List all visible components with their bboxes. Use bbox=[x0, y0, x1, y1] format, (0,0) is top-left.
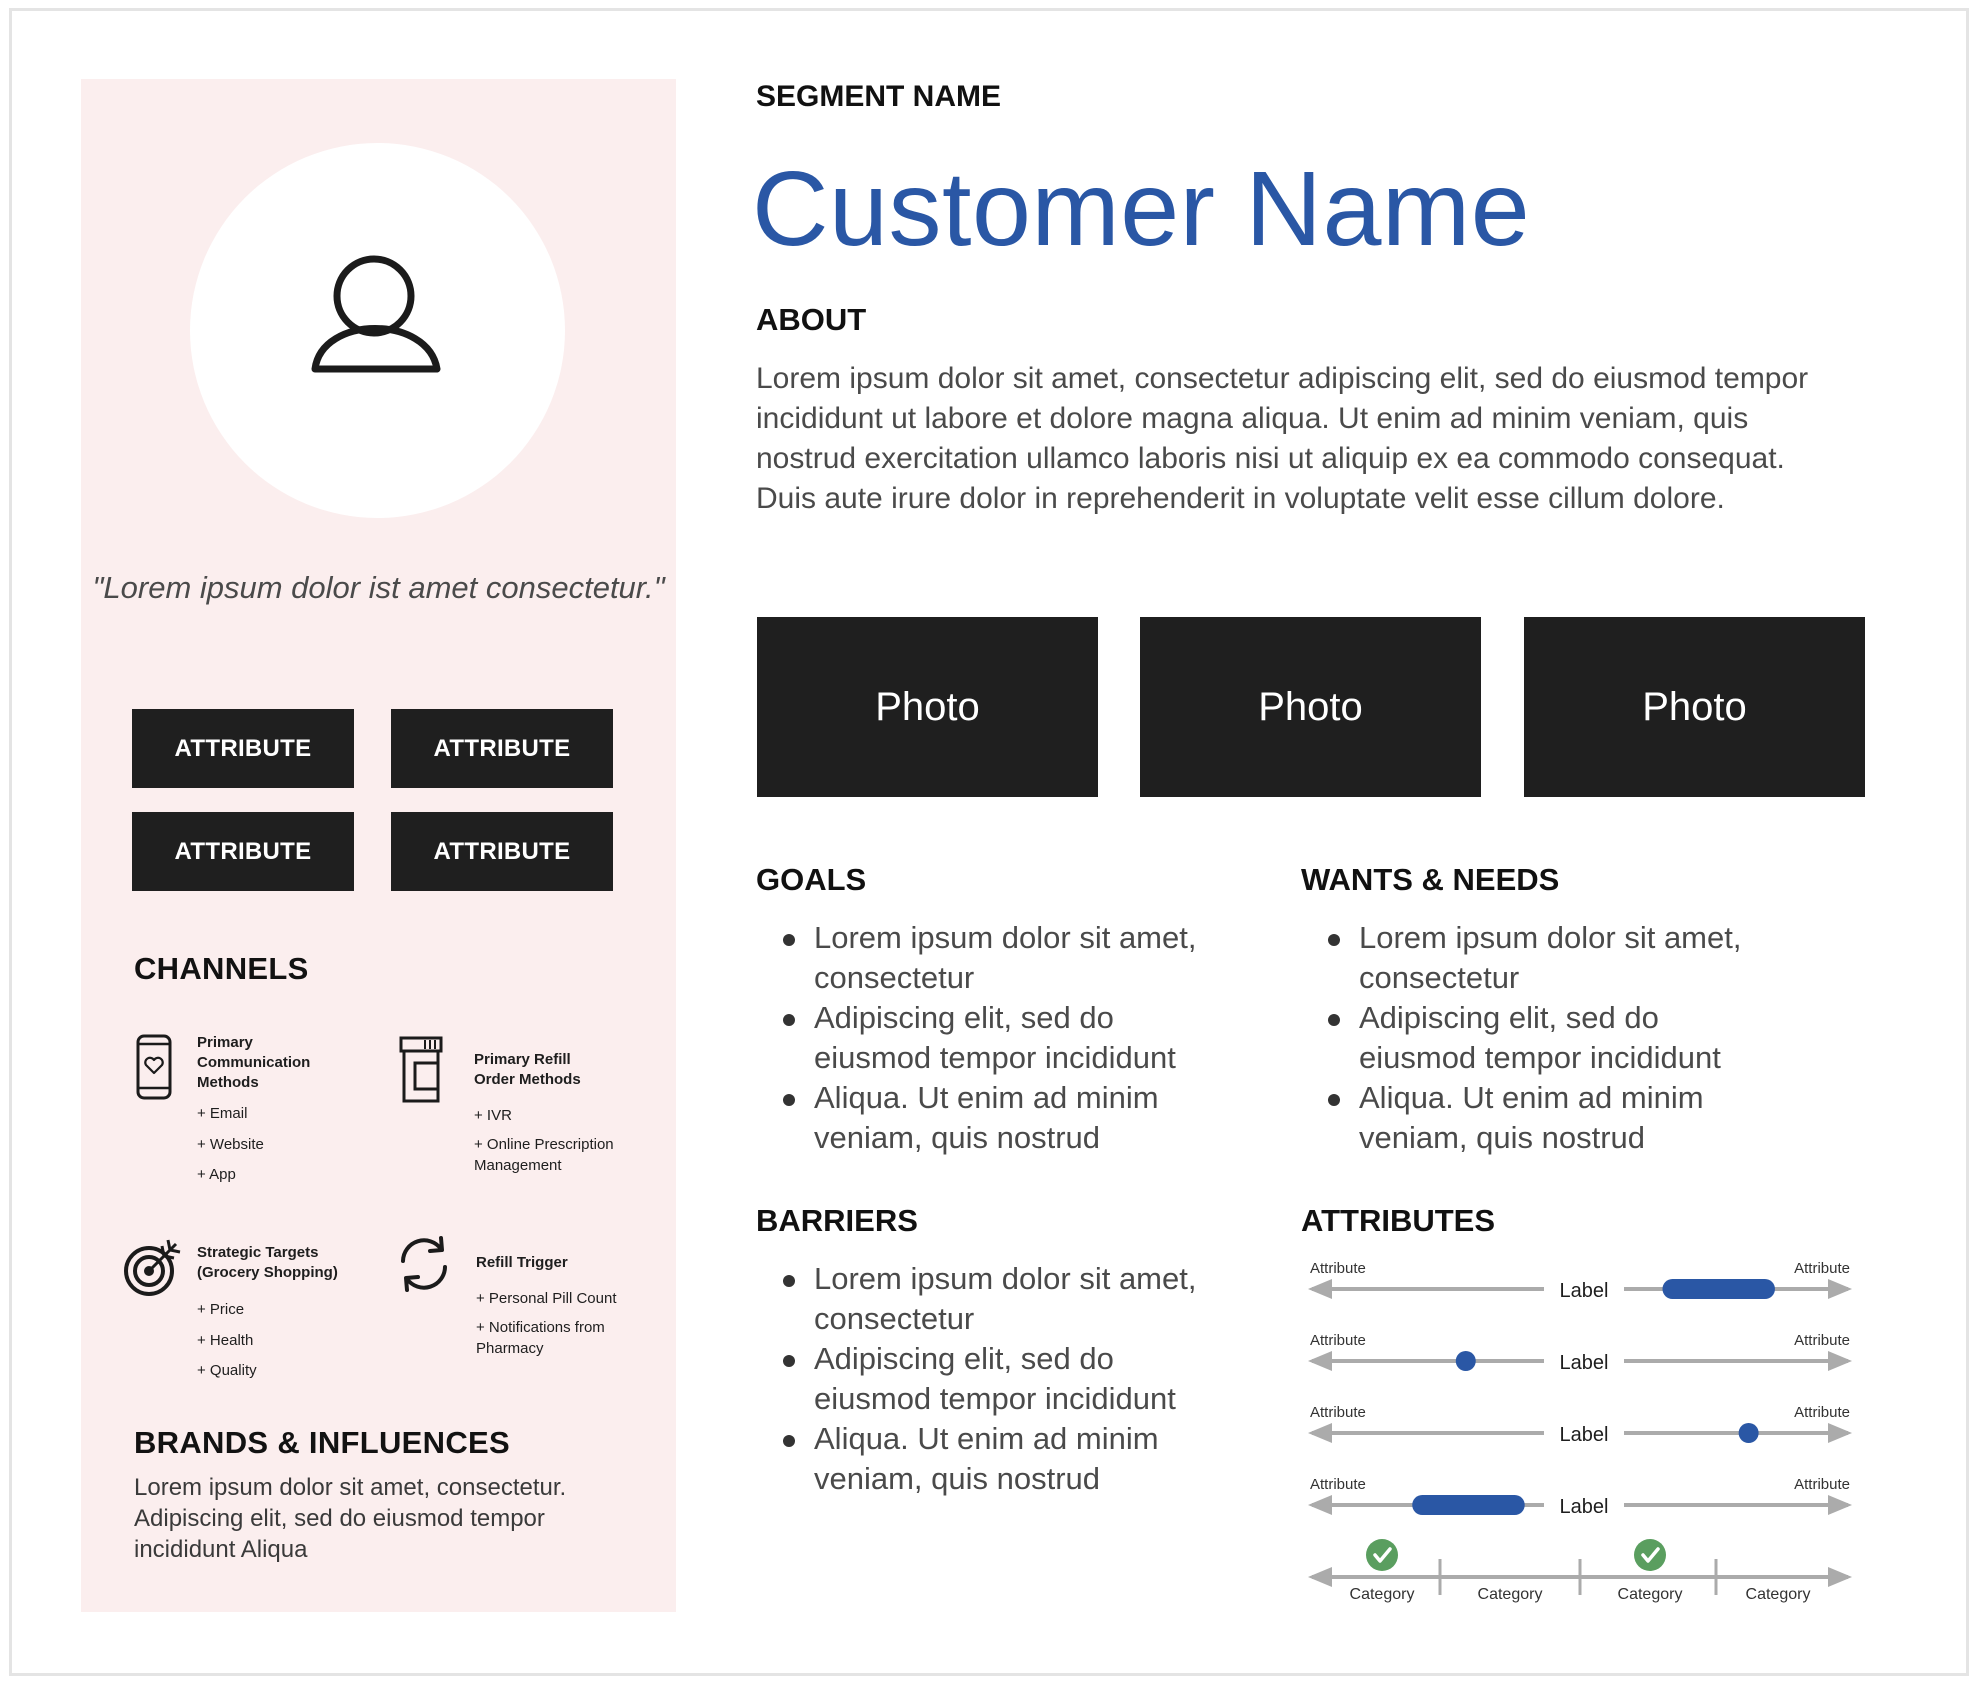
list-item: Aliqua. Ut enim ad minim veniam, quis nostrud bbox=[756, 1078, 1226, 1158]
channel-entry: + Quality bbox=[197, 1362, 257, 1379]
wants-needs-heading: WANTS & NEEDS bbox=[1301, 862, 1560, 897]
attribute-tag: ATTRIBUTE bbox=[132, 709, 354, 788]
channel-entry: + App bbox=[197, 1166, 236, 1183]
avatar bbox=[190, 143, 565, 518]
list-item: Adipiscing elit, sed do eiusmod tempor incididunt bbox=[756, 998, 1226, 1078]
list-item: Lorem ipsum dolor sit amet, consectetur bbox=[756, 918, 1226, 998]
phone-heart-icon bbox=[135, 1033, 173, 1101]
channel-entry: + Notifications from bbox=[476, 1319, 605, 1336]
channel-entry: + Health bbox=[197, 1332, 254, 1349]
category-label: Category bbox=[1745, 1586, 1811, 1603]
channel-entry: + Personal Pill Count bbox=[476, 1290, 617, 1307]
segment-name: SEGMENT NAME bbox=[756, 80, 1002, 113]
pill-bottle-icon bbox=[398, 1035, 444, 1105]
attribute-tag: ATTRIBUTE bbox=[391, 812, 613, 891]
barriers-list bbox=[756, 1259, 1226, 1499]
user-icon bbox=[308, 255, 448, 375]
channel-entry: Pharmacy bbox=[476, 1340, 544, 1357]
wants-needs-list bbox=[1301, 918, 1771, 1158]
scale-dot-marker bbox=[1739, 1423, 1759, 1443]
about-text: Lorem ipsum dolor sit amet, consectetur adipiscing elit, sed do eiusmod tempor incididunt ut labore et dolore magna aliqua. Ut enim ad minim veniam, quis nostrud exercitation ullamco laboris nisi ut aliquip ex ea commodo consequat. Duis aute irure dolor in reprehenderit in voluptate velit esse cillum dolore. bbox=[756, 362, 1809, 515]
customer-name: Customer Name bbox=[752, 150, 1531, 268]
arrow-left-icon bbox=[1308, 1279, 1332, 1299]
arrow-left-icon bbox=[1308, 1351, 1332, 1371]
attributes-heading: ATTRIBUTES bbox=[1301, 1203, 1496, 1238]
channel-title: Refill Trigger bbox=[476, 1254, 568, 1271]
arrow-left-icon bbox=[1308, 1423, 1332, 1443]
arrow-left-icon bbox=[1308, 1567, 1332, 1587]
arrow-right-icon bbox=[1828, 1279, 1852, 1299]
channel-title: Strategic Targets (Grocery Shopping) bbox=[197, 1244, 338, 1281]
arrow-right-icon bbox=[1828, 1423, 1852, 1443]
scale-label: Label bbox=[1559, 1280, 1609, 1302]
scale-left-label: Attribute bbox=[1310, 1404, 1366, 1421]
channel-entry: + IVR bbox=[474, 1107, 512, 1124]
list-item: Lorem ipsum dolor sit amet, consectetur bbox=[756, 1259, 1226, 1339]
channel-title: Primary Communication Methods bbox=[197, 1034, 311, 1091]
refresh-icon bbox=[397, 1235, 451, 1293]
list-item: Adipiscing elit, sed do eiusmod tempor incididunt bbox=[1301, 998, 1771, 1078]
scale-left-label: Attribute bbox=[1310, 1476, 1366, 1493]
scale-right-label: Attribute bbox=[1794, 1404, 1850, 1421]
list-item: Aliqua. Ut enim ad minim veniam, quis nostrud bbox=[756, 1419, 1226, 1499]
arrow-right-icon bbox=[1828, 1351, 1852, 1371]
barriers-heading: BARRIERS bbox=[756, 1203, 918, 1238]
target-icon bbox=[122, 1236, 184, 1298]
scale-left-label: Attribute bbox=[1310, 1332, 1366, 1349]
check-icon bbox=[1366, 1539, 1398, 1571]
scale-label: Label bbox=[1559, 1352, 1609, 1374]
channel-title: Primary Refill Order Methods bbox=[474, 1051, 581, 1088]
list-item: Aliqua. Ut enim ad minim veniam, quis nostrud bbox=[1301, 1078, 1771, 1158]
channel-entry: + Price bbox=[197, 1301, 245, 1318]
photo-placeholder: Photo bbox=[1140, 617, 1481, 797]
attribute-scales bbox=[1300, 1250, 1860, 1620]
scale-right-label: Attribute bbox=[1794, 1332, 1850, 1349]
goals-list bbox=[756, 918, 1226, 1158]
channel-entry: + Email bbox=[197, 1105, 248, 1122]
channel-entry: + Website bbox=[197, 1136, 264, 1153]
photo-placeholder: Photo bbox=[1524, 617, 1865, 797]
category-label: Category bbox=[1477, 1586, 1543, 1603]
scale-label: Label bbox=[1559, 1424, 1609, 1446]
about-heading: ABOUT bbox=[756, 302, 867, 337]
list-item: Lorem ipsum dolor sit amet, consectetur bbox=[1301, 918, 1771, 998]
scale-right-label: Attribute bbox=[1794, 1260, 1850, 1277]
check-icon bbox=[1634, 1539, 1666, 1571]
attribute-tag: ATTRIBUTE bbox=[132, 812, 354, 891]
brands-text: Lorem ipsum dolor sit amet, consectetur. Adipiscing elit, sed do eiusmod tempor incididunt Aliqua bbox=[134, 1474, 567, 1563]
arrow-right-icon bbox=[1828, 1567, 1852, 1587]
attribute-tag: ATTRIBUTE bbox=[391, 709, 613, 788]
persona-quote: "Lorem ipsum dolor ist amet consectetur." bbox=[92, 570, 665, 605]
arrow-right-icon bbox=[1828, 1495, 1852, 1515]
photo-placeholder: Photo bbox=[757, 617, 1098, 797]
list-item: Adipiscing elit, sed do eiusmod tempor incididunt bbox=[756, 1339, 1226, 1419]
channel-entry: + Online Prescription bbox=[474, 1136, 614, 1153]
scale-right-label: Attribute bbox=[1794, 1476, 1850, 1493]
scale-label: Label bbox=[1559, 1496, 1609, 1518]
channels-heading: CHANNELS bbox=[134, 951, 309, 986]
brands-heading: BRANDS & INFLUENCES bbox=[134, 1425, 510, 1460]
channel-entry: Management bbox=[474, 1157, 562, 1174]
category-label: Category bbox=[1617, 1586, 1683, 1603]
scale-left-label: Attribute bbox=[1310, 1260, 1366, 1277]
arrow-left-icon bbox=[1308, 1495, 1332, 1515]
goals-heading: GOALS bbox=[756, 862, 867, 897]
scale-dot-marker bbox=[1456, 1351, 1476, 1371]
category-label: Category bbox=[1349, 1586, 1415, 1603]
